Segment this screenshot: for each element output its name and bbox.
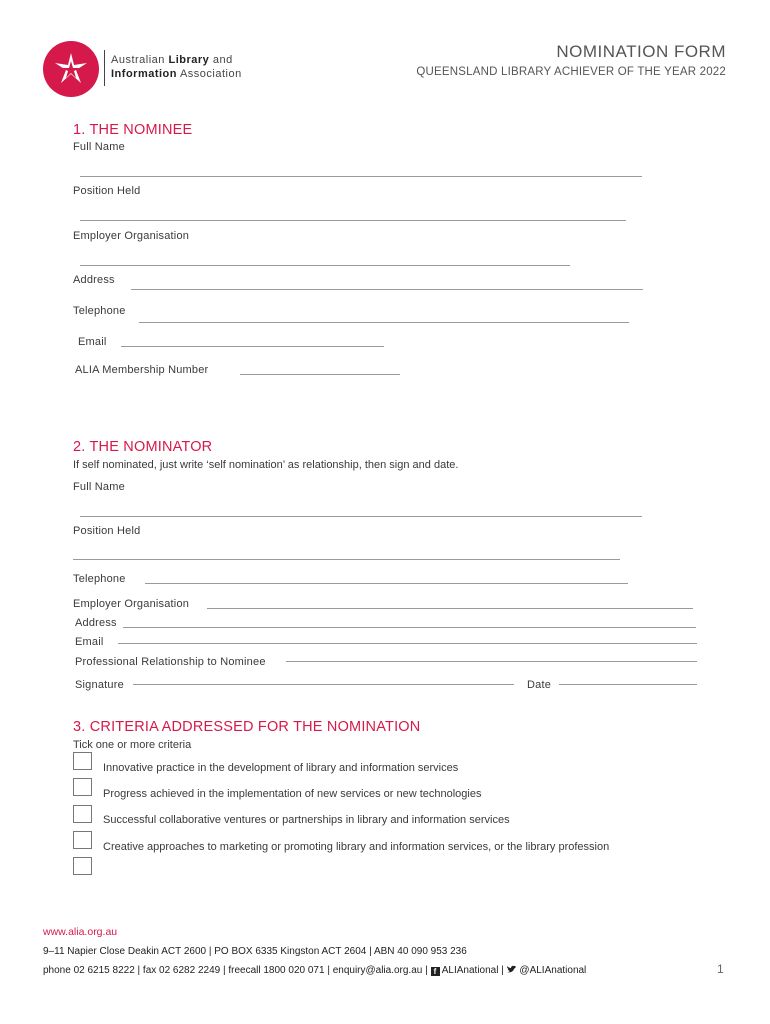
- nominator-date-field[interactable]: [559, 684, 697, 685]
- org-name-line2: Information Association: [111, 68, 242, 80]
- nominator-position-field[interactable]: [73, 559, 620, 560]
- nominator-employer-label: Employer Organisation: [73, 598, 190, 610]
- nominator-telephone-label: Telephone: [73, 573, 126, 585]
- nominator-note: If self nominated, just write ‘self nomination’ as relationship, then sign and date.: [73, 459, 459, 471]
- nominee-employer-label: Employer Organisation: [73, 230, 190, 242]
- nominee-full-name-label: Full Name: [73, 141, 125, 153]
- nominator-relationship-field[interactable]: [286, 661, 697, 662]
- criteria-item-3: Successful collaborative ventures or partnerships in library and information services: [103, 814, 510, 826]
- footer-facebook[interactable]: ALIAnational: [441, 965, 499, 976]
- nominator-employer-field[interactable]: [207, 608, 693, 609]
- nominator-position-label: Position Held: [73, 525, 141, 537]
- criteria-heading: 3. CRITERIA ADDRESSED FOR THE NOMINATION: [73, 719, 421, 735]
- org-name-line1: Australian Library and: [111, 54, 233, 66]
- nominator-email-field[interactable]: [118, 643, 697, 644]
- nominee-employer-field[interactable]: [80, 265, 570, 266]
- criteria-checkbox-4b[interactable]: [73, 857, 92, 875]
- page-number: 1: [717, 962, 724, 976]
- nominator-date-label: Date: [527, 679, 552, 691]
- nominator-signature-field[interactable]: [133, 684, 514, 685]
- criteria-note: Tick one or more criteria: [73, 739, 192, 751]
- nominee-membership-field[interactable]: [240, 374, 400, 375]
- footer-twitter[interactable]: @ALIAnational: [519, 965, 587, 976]
- nominator-address-label: Address: [75, 617, 117, 629]
- criteria-checkbox-2[interactable]: [73, 778, 92, 796]
- nominee-position-field[interactable]: [80, 220, 626, 221]
- footer-website[interactable]: www.alia.org.au: [43, 926, 118, 938]
- nominee-email-label: Email: [78, 336, 107, 348]
- nominee-address-label: Address: [73, 274, 115, 286]
- nominee-membership-label: ALIA Membership Number: [75, 364, 209, 376]
- twitter-icon: [507, 965, 517, 974]
- nominator-address-field[interactable]: [123, 627, 696, 628]
- nominator-full-name-field[interactable]: [80, 516, 642, 517]
- alia-logo: [43, 41, 99, 97]
- criteria-item-1: Innovative practice in the development of library and information services: [103, 762, 459, 774]
- facebook-icon: f: [431, 967, 440, 976]
- nominee-position-label: Position Held: [73, 185, 141, 197]
- nominee-telephone-label: Telephone: [73, 305, 126, 317]
- nominee-telephone-field[interactable]: [139, 322, 629, 323]
- logo-divider: [104, 50, 105, 86]
- criteria-item-2: Progress achieved in the implementation of new services or new technologies: [103, 788, 482, 800]
- form-title: NOMINATION FORM: [556, 42, 726, 61]
- footer-address: 9–11 Napier Close Deakin ACT 2600 | PO BOX 6335 Kingston ACT 2604 | ABN 40 090 953 236: [43, 946, 467, 957]
- nominee-heading: 1. THE NOMINEE: [73, 122, 193, 138]
- nominee-email-field[interactable]: [121, 346, 384, 347]
- nominee-address-field[interactable]: [131, 289, 643, 290]
- criteria-checkbox-1[interactable]: [73, 752, 92, 770]
- footer-contact: [43, 965, 586, 976]
- nominee-full-name-field[interactable]: [80, 176, 642, 177]
- footer-contact-text: phone 02 6215 8222 | fax 02 6282 2249 | freecall 1800 020 071 | enquiry@alia.org.au |: [43, 965, 428, 976]
- nominator-telephone-field[interactable]: [145, 583, 628, 584]
- criteria-checkbox-3[interactable]: [73, 805, 92, 823]
- footer-separator: |: [501, 965, 504, 976]
- star-icon: [43, 41, 99, 97]
- criteria-item-4: Creative approaches to marketing or promoting library and information services, or the library profession: [103, 841, 610, 853]
- form-subtitle: QUEENSLAND LIBRARY ACHIEVER OF THE YEAR 2022: [416, 66, 726, 78]
- nominator-heading: 2. THE NOMINATOR: [73, 439, 213, 455]
- nominator-email-label: Email: [75, 636, 104, 648]
- nominator-signature-label: Signature: [75, 679, 124, 691]
- nominator-full-name-label: Full Name: [73, 481, 125, 493]
- criteria-checkbox-4a[interactable]: [73, 831, 92, 849]
- nominator-relationship-label: Professional Relationship to Nominee: [75, 656, 266, 668]
